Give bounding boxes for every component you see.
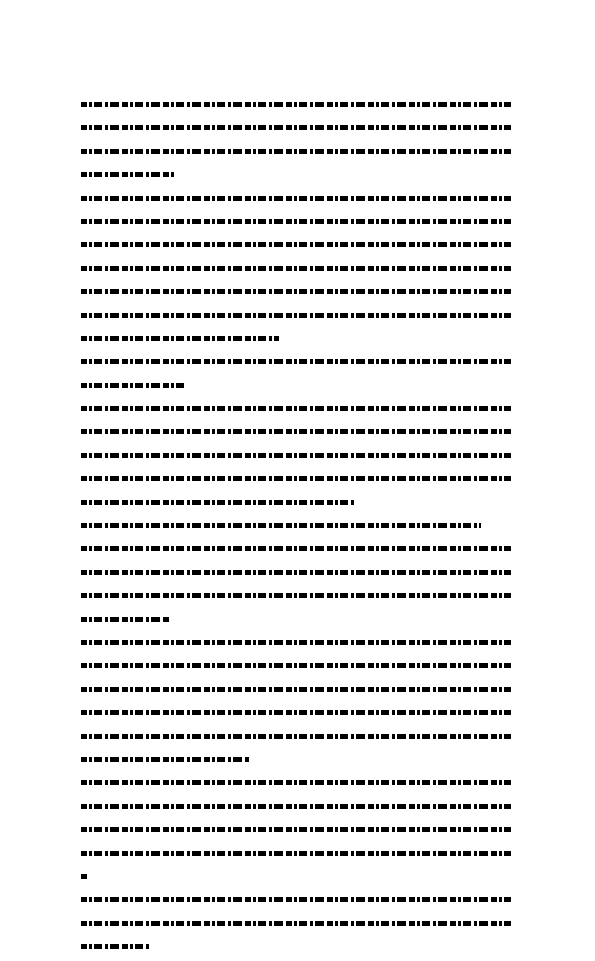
text-line bbox=[81, 780, 511, 797]
text-line bbox=[81, 242, 511, 259]
text-line bbox=[81, 336, 511, 353]
text-line bbox=[81, 149, 511, 166]
text-line bbox=[81, 313, 511, 330]
redacted-text bbox=[81, 827, 511, 832]
text-line bbox=[81, 476, 511, 493]
text-line bbox=[81, 546, 511, 563]
paragraph bbox=[81, 406, 511, 517]
redacted-text bbox=[81, 944, 150, 949]
text-line bbox=[81, 874, 511, 891]
redacted-text bbox=[81, 804, 511, 809]
text-line bbox=[81, 289, 511, 306]
text-line bbox=[81, 500, 511, 517]
redacted-text bbox=[81, 734, 511, 739]
text-line bbox=[81, 687, 511, 704]
text-line bbox=[81, 757, 511, 774]
redacted-text bbox=[81, 196, 511, 201]
redacted-text bbox=[81, 219, 511, 224]
redacted-text bbox=[81, 149, 511, 154]
text-line bbox=[81, 593, 511, 610]
text-line bbox=[81, 219, 511, 236]
redacted-text bbox=[81, 125, 511, 130]
redacted-text bbox=[81, 500, 356, 505]
text-line bbox=[81, 944, 511, 961]
redacted-text bbox=[81, 336, 279, 341]
text-line bbox=[81, 570, 511, 587]
text-line bbox=[81, 734, 511, 751]
text-line bbox=[81, 851, 511, 868]
redacted-text bbox=[81, 687, 511, 692]
text-line bbox=[81, 921, 511, 938]
text-line bbox=[81, 710, 511, 727]
text-line bbox=[81, 617, 511, 634]
text-line bbox=[81, 640, 511, 657]
text-line bbox=[81, 125, 511, 142]
redacted-text bbox=[81, 757, 249, 762]
redacted-text bbox=[81, 640, 511, 645]
redacted-text bbox=[81, 851, 511, 856]
redacted-text bbox=[81, 429, 511, 434]
redacted-text bbox=[81, 780, 511, 785]
redacted-text bbox=[81, 453, 511, 458]
redacted-text bbox=[81, 710, 511, 715]
paragraph bbox=[81, 523, 511, 540]
redacted-text bbox=[81, 874, 87, 879]
redacted-text bbox=[81, 383, 184, 388]
redacted-text bbox=[81, 266, 511, 271]
redacted-text bbox=[81, 593, 511, 598]
redacted-text bbox=[81, 359, 511, 364]
text-line bbox=[81, 383, 511, 400]
body-text bbox=[81, 96, 511, 961]
text-line bbox=[81, 266, 511, 283]
paragraph bbox=[81, 546, 511, 634]
text-line bbox=[81, 359, 511, 376]
paragraph bbox=[81, 359, 511, 400]
redacted-text bbox=[81, 102, 511, 107]
text-line bbox=[81, 663, 511, 680]
paragraph bbox=[81, 196, 511, 354]
text-line bbox=[81, 196, 511, 213]
paragraph bbox=[81, 780, 511, 891]
text-line bbox=[81, 453, 511, 470]
text-line bbox=[81, 897, 511, 914]
redacted-text bbox=[81, 313, 511, 318]
redacted-text bbox=[81, 242, 511, 247]
text-line bbox=[81, 804, 511, 821]
redacted-text bbox=[81, 172, 176, 177]
redacted-text bbox=[81, 546, 511, 551]
redacted-text bbox=[81, 663, 511, 668]
paragraph bbox=[81, 897, 511, 961]
redacted-text bbox=[81, 289, 511, 294]
paragraph bbox=[81, 102, 511, 190]
redacted-text bbox=[81, 570, 511, 575]
paragraph bbox=[81, 640, 511, 774]
redacted-text bbox=[81, 921, 511, 926]
text-line bbox=[81, 172, 511, 189]
redacted-text bbox=[81, 897, 511, 902]
text-line bbox=[81, 102, 511, 119]
redacted-text bbox=[81, 476, 511, 481]
text-line bbox=[81, 523, 511, 540]
redacted-text bbox=[81, 523, 481, 528]
text-line bbox=[81, 429, 511, 446]
redacted-text bbox=[81, 406, 511, 411]
redacted-text bbox=[81, 617, 171, 622]
text-line bbox=[81, 406, 511, 423]
